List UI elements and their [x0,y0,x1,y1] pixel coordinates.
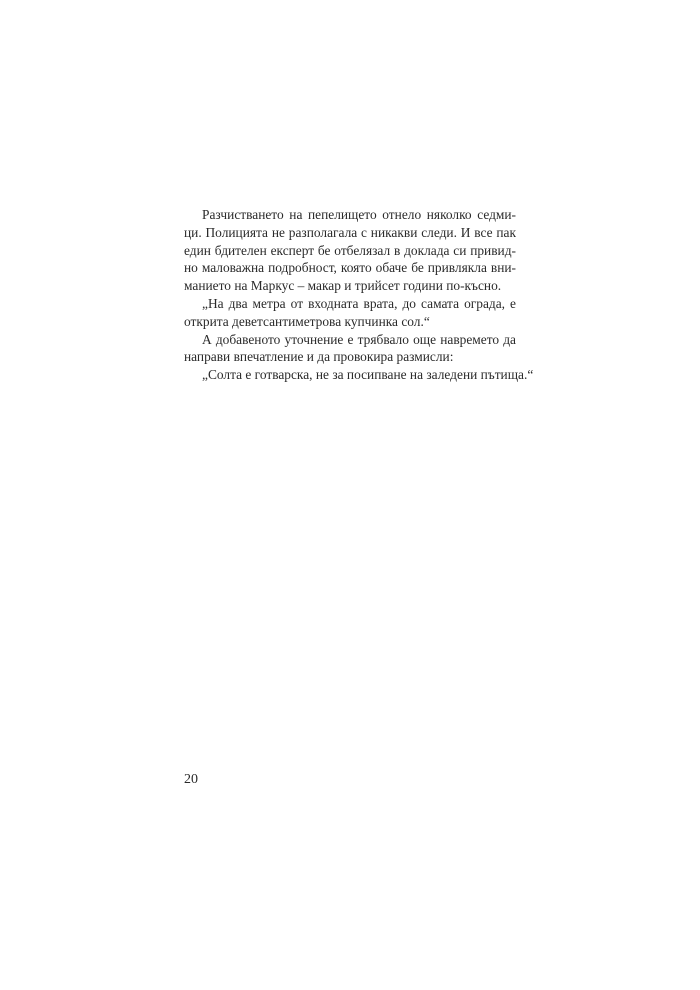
text-line: направи впечатление и да провокира размисли: [184,349,454,365]
text-line: Разчистването на пепелището отнело няколко седми- [202,207,516,222]
text-line: ци. Полицията не разполагала с никакви следи. И все пак [184,224,516,240]
paragraph-3 [184,331,516,367]
body-text [184,206,534,384]
page-number: 20 [184,772,198,787]
text-line: открита деветсантиметрова купчинка сол.“ [184,313,430,329]
text-line: но маловажна подробност, която обаче бе привлякла вни- [184,260,516,276]
text-line: манието на Маркус – макар и трийсет години по-късно. [184,278,502,294]
paragraph-4 [184,366,534,384]
paragraph-2 [184,295,516,331]
paragraph-1 [184,206,516,295]
text-line: „На два метра от входната врата, до самата ограда, е [202,295,516,311]
text-line: „Солта е готварска, не за посипване на заледени пътища.“ [202,367,534,383]
text-line: един бдителен експерт бе отбелязал в доклада си привид- [184,242,516,258]
text-line: А добавеното уточнение е трябвало още навремето да [202,331,516,347]
